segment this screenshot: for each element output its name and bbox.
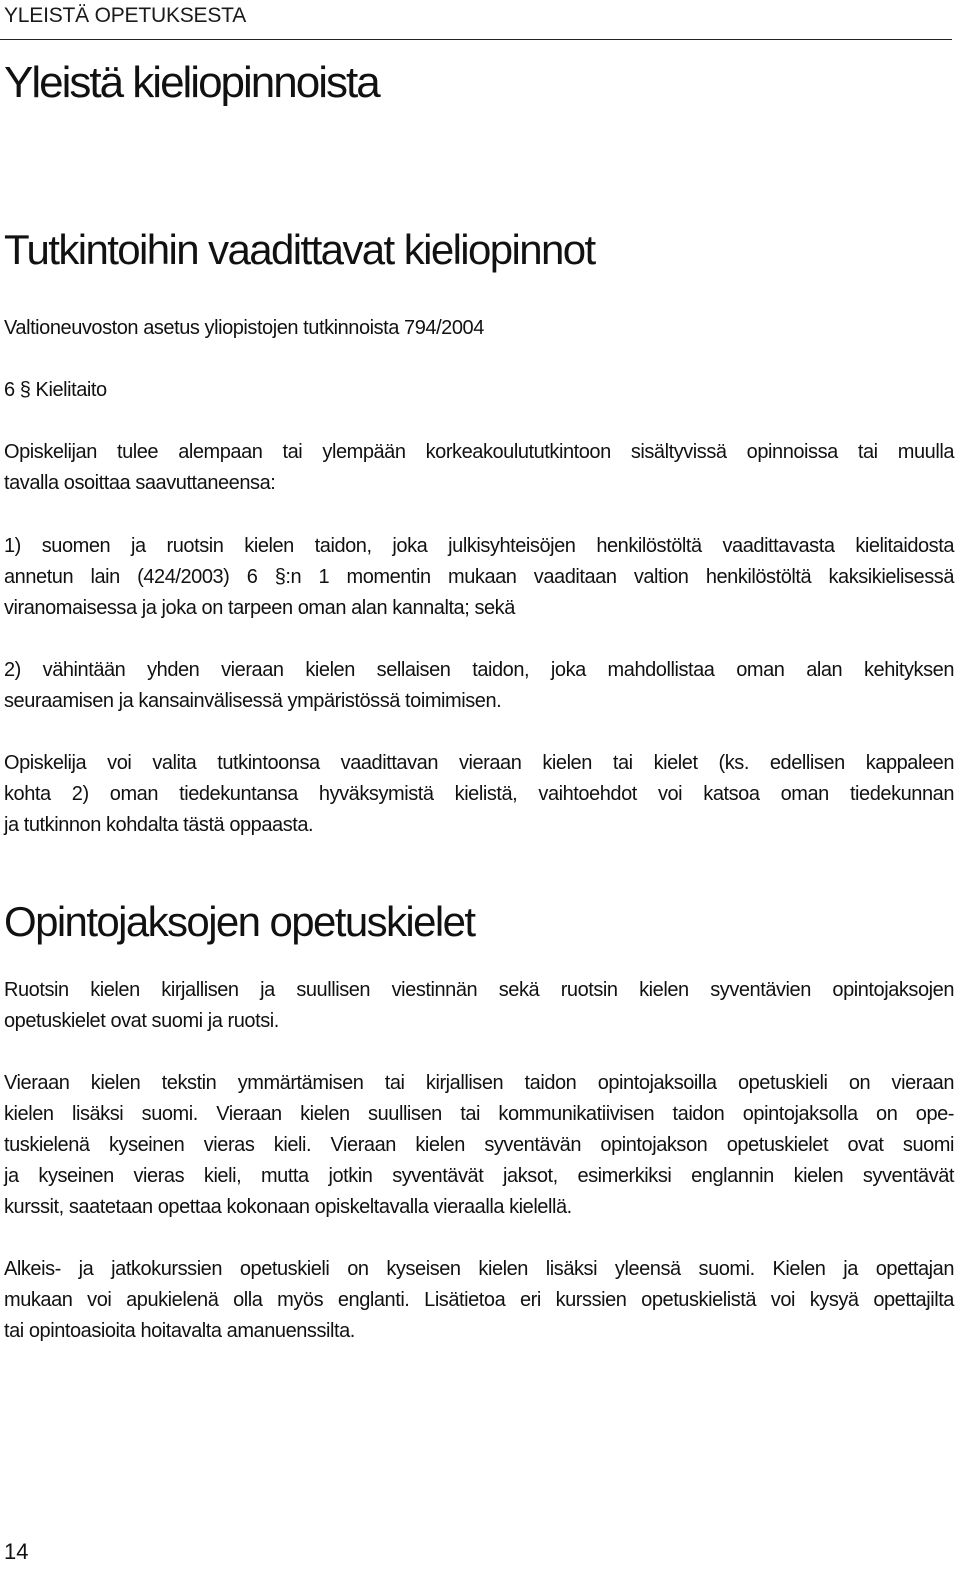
- intro-paragraph: [4, 437, 954, 499]
- intro-line-2: tavalla osoittaa saavuttaneensa:: [4, 472, 276, 494]
- language-choice-paragraph: [4, 748, 954, 841]
- swedish-line-2: opetuskielet ovat suomi ja ruotsi.: [4, 1010, 279, 1032]
- decree-reference: [4, 313, 954, 344]
- item2-line-2: seuraamisen ja kansainvälisessä ympäristössä toimimisen.: [4, 690, 502, 712]
- page-number: 14: [4, 1539, 29, 1564]
- item1-line-2: annetun lain (424/2003) 6 §:n 1 momentin mukaan vaaditaan valtion henkilöstöltä kaksikielisessä: [4, 566, 954, 588]
- foreign-line-1: Vieraan kielen tekstin ymmärtämisen tai kirjallisen taidon opintojaksoilla opetuskieli on vieraan: [4, 1072, 954, 1094]
- foreign-language-paragraph: [4, 1068, 954, 1223]
- courses-line-1: Alkeis- ja jatkokurssien opetuskieli on kyseisen kielen lisäksi yleensä suomi. Kielen ja opettajan: [4, 1258, 954, 1280]
- requirement-item-1: [4, 531, 954, 624]
- intro-line-1: Opiskelijan tulee alempaan tai ylempään korkeakoulututkintoon sisältyvissä opinnoissa tai muulla: [4, 441, 954, 463]
- paragraph-ref-line: 6 § Kielitaito: [4, 379, 107, 401]
- page-title: Yleistä kieliopinnoista: [4, 58, 379, 107]
- foreign-line-5: kurssit, saatetaan opettaa kokonaan opiskeltavalla vieraalla kielellä.: [4, 1196, 572, 1218]
- foreign-line-2: kielen lisäksi suomi. Vieraan kielen suullisen tai kommunikatiivisen taidon opintojaksolla on ope-: [4, 1103, 954, 1125]
- item1-line-3: viranomaisessa ja joka on tarpeen oman alan kannalta; sekä: [4, 597, 515, 619]
- decree-line: Valtioneuvoston asetus yliopistojen tutkinnoista 794/2004: [4, 317, 484, 339]
- header-rule: [0, 39, 952, 40]
- foreign-line-4: ja kyseinen vieras kieli, mutta jotkin syventävät jaksot, esimerkiksi englannin kielen syventävät: [4, 1165, 954, 1187]
- choice-line-2: kohta 2) oman tiedekuntansa hyväksymistä kielistä, vaihtoehdot voi katsoa oman tiedekunnan: [4, 783, 954, 805]
- paragraph-reference: [4, 375, 954, 406]
- running-head: YLEISTÄ OPETUKSESTA: [4, 4, 247, 27]
- section-heading-teaching-languages: Opintojaksojen opetuskielet: [4, 898, 475, 945]
- foreign-line-3: tuskielenä kyseinen vieras kieli. Vieraan kielen syventävän opintojakson opetuskielet ovat suomi: [4, 1134, 954, 1156]
- courses-line-3: tai opintoasioita hoitavalta amanuenssilta.: [4, 1320, 355, 1342]
- basic-courses-paragraph: [4, 1254, 954, 1347]
- choice-line-1: Opiskelija voi valita tutkintoonsa vaadittavan vieraan kielen tai kielet (ks. edellisen kappaleen: [4, 752, 954, 774]
- choice-line-3: ja tutkinnon kohdalta tästä oppaasta.: [4, 814, 314, 836]
- item2-line-1: 2) vähintään yhden vieraan kielen sellaisen taidon, joka mahdollistaa oman alan kehityksen: [4, 659, 954, 681]
- section-heading-required-language-studies: Tutkintoihin vaadittavat kieliopinnot: [4, 226, 595, 273]
- swedish-line-1: Ruotsin kielen kirjallisen ja suullisen viestinnän sekä ruotsin kielen syventävien opintojaksojen: [4, 979, 954, 1001]
- courses-line-2: mukaan voi apukielenä olla myös englanti. Lisätietoa eri kurssien opetuskielistä voi kysyä opettajilta: [4, 1289, 954, 1311]
- item1-line-1: 1) suomen ja ruotsin kielen taidon, joka julkisyhteisöjen henkilöstöltä vaadittavasta kielitaidosta: [4, 535, 954, 557]
- requirement-item-2: [4, 655, 954, 717]
- swedish-courses-paragraph: [4, 975, 954, 1037]
